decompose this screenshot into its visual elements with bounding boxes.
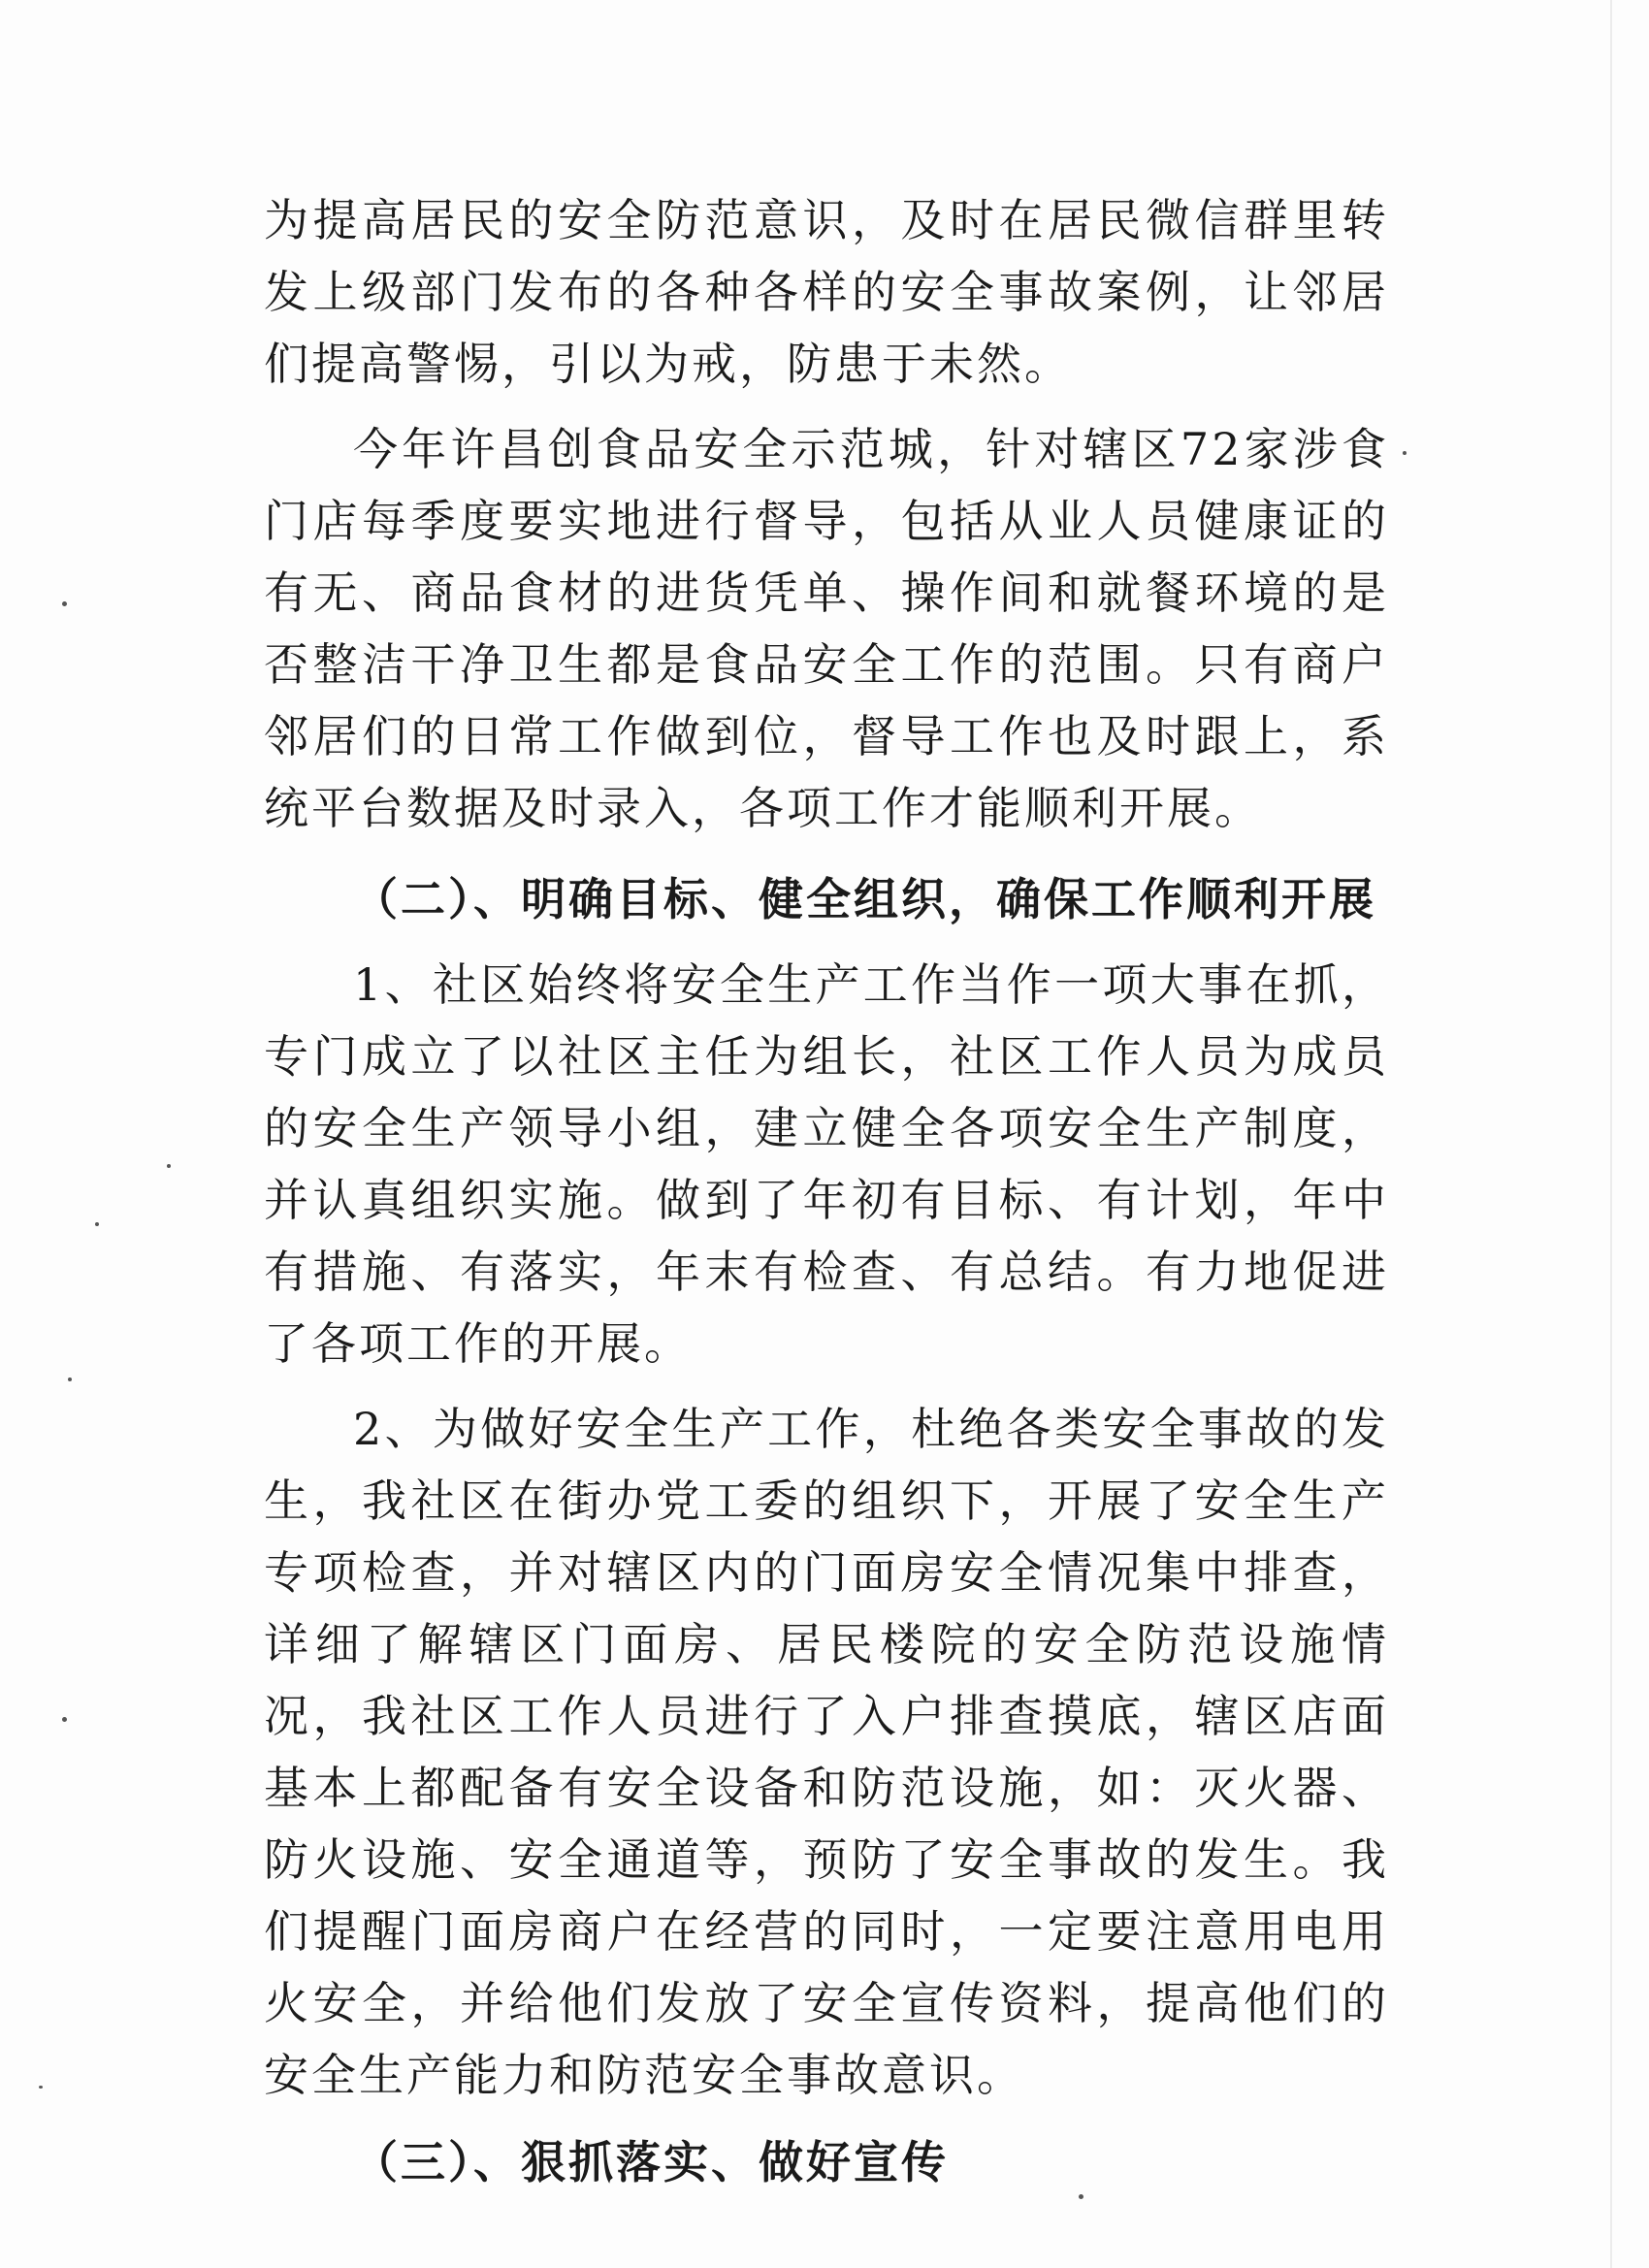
- paragraph-food-safety: 今年许昌创食品安全示范城，针对辖区72家涉食门店每季度要实地进行督导，包括从业人员健康证的有无、商品食材的进货凭单、操作间和就餐环境的是否整洁干净卫生都是食品安全工作的范围。只有商户邻居们的日常工作做到位，督导工作也及时跟上，系统平台数据及时录入，各项工作才能顺利开展。: [264, 423, 1389, 834]
- scan-speck: [62, 601, 67, 606]
- paragraph-section2-item1: 1、社区始终将安全生产工作当作一项大事在抓，专门成立了以社区主任为组长，社区工作人员为成员的安全生产领导小组，建立健全各项安全生产制度，并认真组织实施。做到了年初有目标、有计划，年中有措施、有落实，年末有检查、有总结。有力地促进了各项工作的开展。: [264, 958, 1389, 1370]
- section-heading-2: （二）、明确目标、健全组织，确保工作顺利开展: [353, 873, 1376, 925]
- scan-speck: [68, 1377, 72, 1381]
- scan-speck: [62, 1717, 67, 1722]
- scan-speck: [167, 1164, 171, 1168]
- paragraph-intro: 为提高居民的安全防范意识，及时在居民微信群里转发上级部门发布的各种各样的安全事故案例，让邻居们提高警惕，引以为戒，防患于未然。: [264, 194, 1389, 390]
- scan-speck: [39, 2086, 43, 2089]
- scan-speck: [95, 1222, 99, 1226]
- document-body: [264, 184, 1389, 2198]
- scan-speck: [1403, 451, 1406, 455]
- scan-edge-line: [1610, 0, 1612, 2268]
- paragraph-section2-item2: 2、为做好安全生产工作，杜绝各类安全事故的发生，我社区在街办党工委的组织下，开展了安全生产专项检查，并对辖区内的门面房安全情况集中排查，详细了解辖区门面房、居民楼院的安全防范设施情况，我社区工作人员进行了入户排查摸底，辖区店面基本上都配备有安全设备和防范设施，如：灭火器、防火设施、安全通道等，预防了安全事故的发生。我们提醒门面房商户在经营的同时，一定要注意用电用火安全，并给他们发放了安全宣传资料，提高他们的安全生产能力和防范安全事故意识。: [264, 1403, 1389, 2101]
- section-heading-3: （三）、狠抓落实、做好宣传: [353, 2136, 949, 2188]
